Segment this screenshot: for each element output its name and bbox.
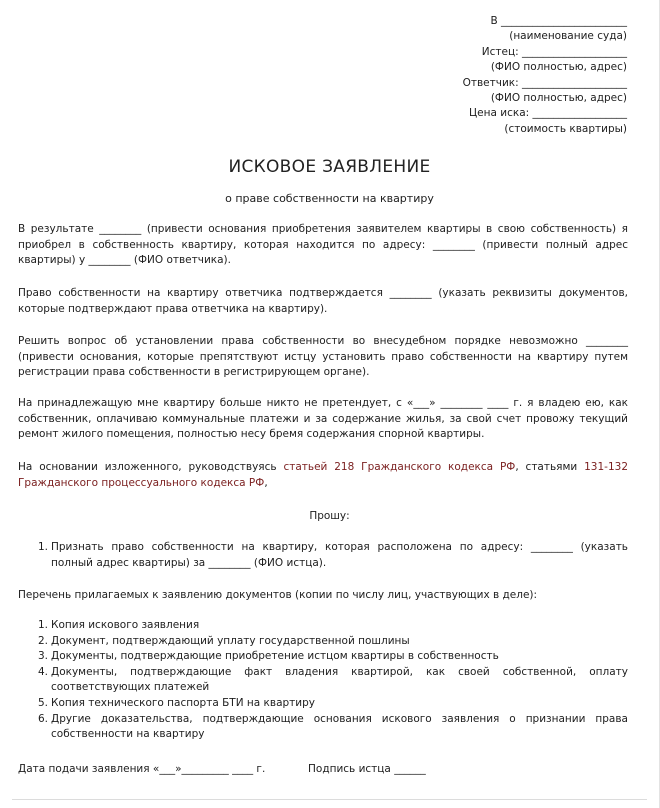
paragraph-legal-basis bbox=[18, 460, 628, 491]
list-item-number: 5. bbox=[38, 696, 49, 709]
list-item bbox=[38, 696, 628, 712]
civil-code-link[interactable]: статьей 218 Гражданского кодекса РФ bbox=[283, 461, 516, 473]
list-item-text: Копия технического паспорта БТИ на квартиру bbox=[51, 696, 315, 709]
list-item bbox=[38, 649, 628, 665]
paragraph-possession: На принадлежащую мне квартиру больше никто не претендует, с «___» ________ ____ г. я владею ею, как собственник, оплачиваю коммунальные платежи и за содержание жилья, за свой счет провожу текущий ремонт жилого помещения, полностью несу бремя содержания спорной квартиры. bbox=[18, 397, 628, 441]
list-item-text: Копия искового заявления bbox=[51, 619, 200, 631]
request-list bbox=[38, 540, 628, 571]
list-item bbox=[38, 618, 628, 634]
court-line: В ________________________ bbox=[490, 15, 627, 27]
list-item bbox=[38, 540, 628, 571]
list-item-text: Документы, подтверждающие приобретение истцом квартиры в собственность bbox=[51, 650, 499, 663]
list-item bbox=[38, 634, 628, 650]
addressee-block bbox=[407, 14, 627, 137]
list-item-number: 3. bbox=[38, 650, 49, 663]
legal-basis-start: На основании изложенного, руководствуясь bbox=[18, 461, 284, 473]
request-heading: Прошу: bbox=[309, 510, 350, 522]
attachments-list bbox=[38, 618, 628, 743]
list-item-text: Документ, подтверждающий уплату государственной пошлины bbox=[51, 634, 410, 647]
plaintiff-line: Истец: ____________________ bbox=[481, 45, 627, 58]
legal-basis-mid: , статьями bbox=[515, 461, 585, 473]
plaintiff-signature: Подпись истца ______ bbox=[308, 763, 426, 775]
page-bottom-divider bbox=[12, 799, 647, 800]
court-note: (наименование суда) bbox=[509, 30, 627, 43]
list-item bbox=[38, 712, 628, 743]
procedural-code-link[interactable]: 131-132 Гражданского процессуального кодекса РФ bbox=[18, 461, 628, 489]
list-item-number: 1. bbox=[38, 619, 49, 631]
claim-value-note: (стоимость квартиры) bbox=[504, 122, 627, 135]
paragraph-impossibility: Решить вопрос об установлении права собственности во внесудебном порядке невозможно ________ (привести основания, которые препятствуют истцу установить право собственности на квартиру путем регистрации права собственности в регистрирующем органе). bbox=[18, 335, 628, 379]
attachments-heading: Перечень прилагаемых к заявлению документов (копии по числу лиц, участвующих в деле): bbox=[18, 589, 538, 601]
paragraph-acquisition: В результате ________ (привести основания приобретения заявителем квартиры в свою собственность) я приобрел в собственность квартиру, которая находится по адресу: ________ (привести полный адрес квартиры) у ________ (ФИО ответчика). bbox=[18, 223, 628, 267]
list-item-number: 2. bbox=[38, 634, 49, 647]
document-subtitle: о праве собственности на квартиру bbox=[225, 192, 434, 205]
list-item-number: 4. bbox=[38, 665, 49, 678]
list-item-text: Признать право собственности на квартиру, которая расположена по адресу: ________ (указать полный адрес квартиры) за ________ (ФИО истца). bbox=[51, 541, 628, 569]
list-item-number: 6. bbox=[38, 712, 49, 725]
filing-date: Дата подачи заявления «___»_________ ____ г. bbox=[18, 763, 266, 775]
list-item-text: Другие доказательства, подтверждающие основания искового заявления о признании права собственности на квартиру bbox=[51, 712, 628, 741]
defendant-line: Ответчик: ____________________ bbox=[462, 76, 627, 89]
list-item bbox=[38, 665, 628, 696]
document-title: ИСКОВОЕ ЗАЯВЛЕНИЕ bbox=[228, 157, 431, 177]
list-item-number: 1. bbox=[38, 541, 49, 553]
paragraph-defendant-rights: Право собственности на квартиру ответчика подтверждается ________ (указать реквизиты документов, которые подтверждают права ответчика на квартиру). bbox=[18, 287, 628, 315]
signature-footer bbox=[18, 763, 638, 775]
plaintiff-note: (ФИО полностью, адрес) bbox=[490, 61, 627, 74]
claim-value-line: Цена иска: __________________ bbox=[469, 107, 627, 120]
legal-basis-end: , bbox=[264, 476, 268, 489]
list-item-text: Документы, подтверждающие факт владения квартирой, как своей собственной, оплату соответствующих платежей bbox=[51, 665, 628, 694]
defendant-note: (ФИО полностью, адрес) bbox=[490, 92, 627, 105]
